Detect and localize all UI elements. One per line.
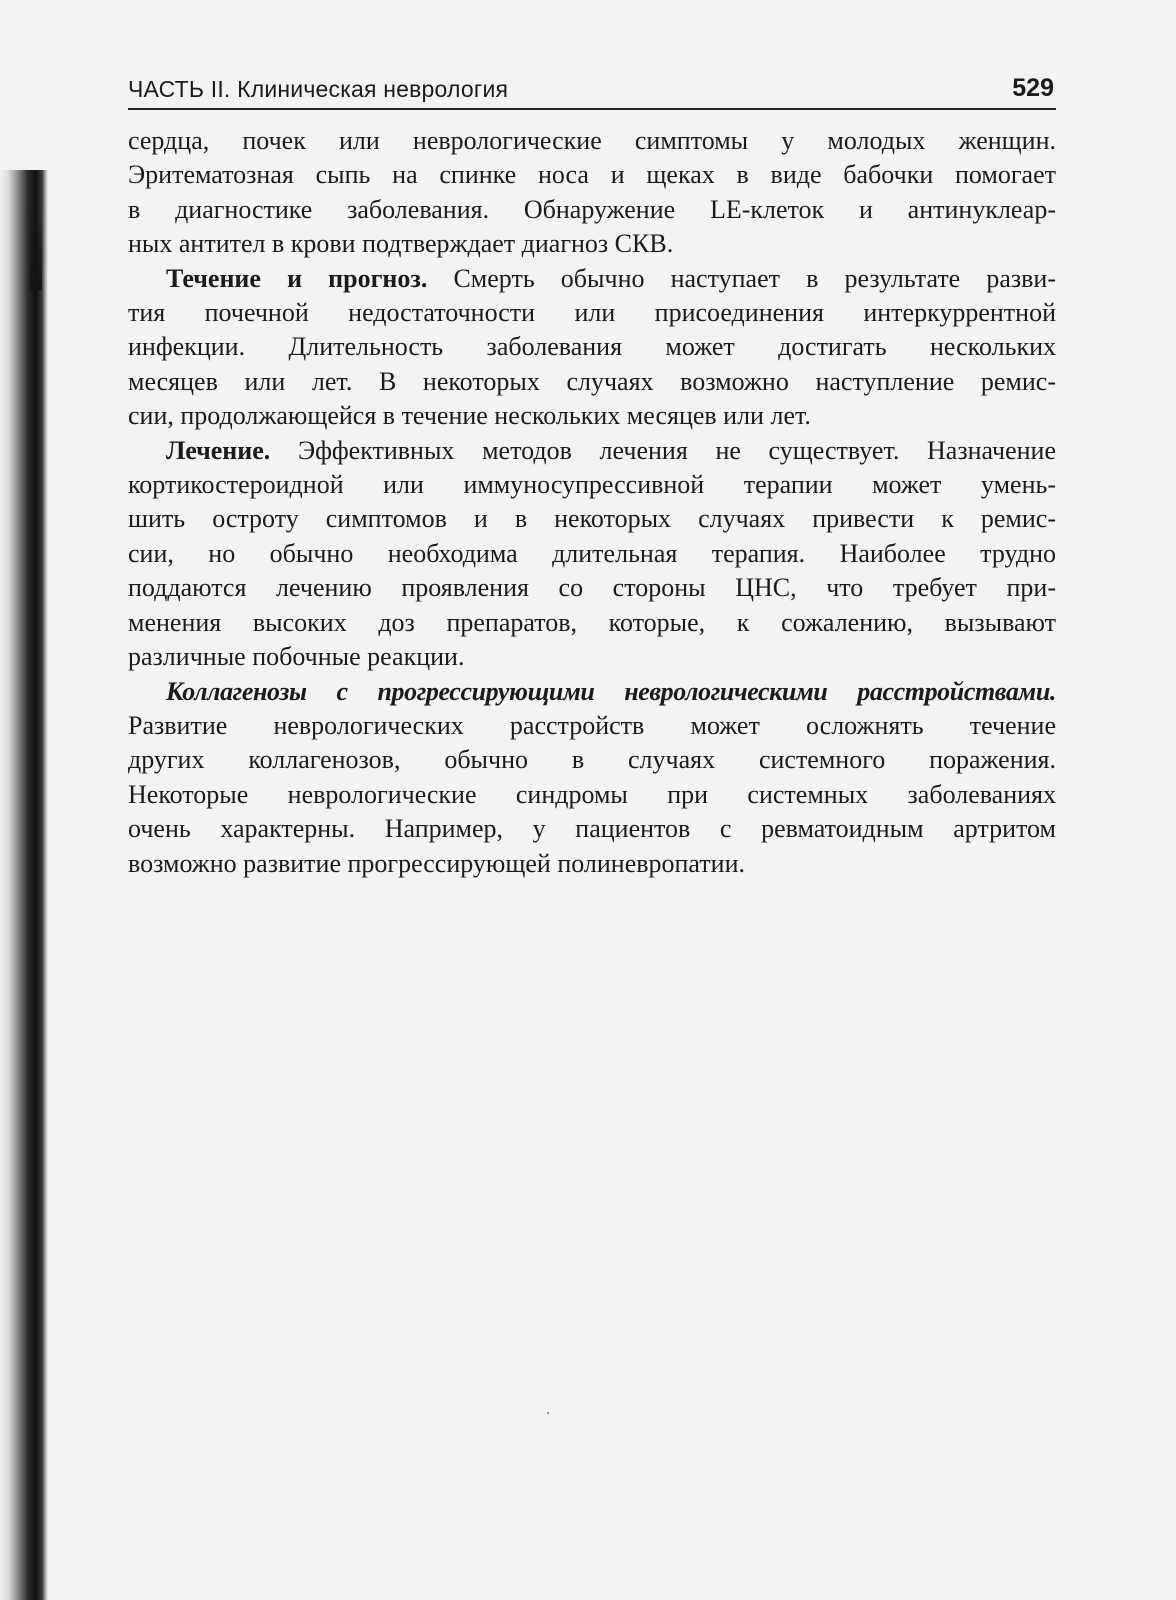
paragraph-heading: Коллагенозы с прогрессирующими неврологическими расстройствами. [166,676,1056,706]
running-head: ЧАСТЬ II. Клиническая неврология [128,76,509,102]
paragraph-heading: Лечение. [166,435,271,465]
text-line: сии, продолжающейся в течение нескольких месяцев или лет. [128,401,811,431]
scan-speck: · [546,1406,551,1422]
text-line: сердца, почек или неврологические симптомы у молодых женщин. [128,126,1056,155]
paragraph-treatment [128,434,1056,675]
text-line: кортикостероидной или иммуносупрессивной терапии может умень- [128,470,1056,500]
binding-shadow-top [30,210,42,290]
text-line: Некоторые неврологические синдромы при системных заболеваниях [128,779,1056,809]
text-line [128,434,1056,468]
text-fragment: Эффективных методов лечения не существует. Назначение [270,435,1056,465]
text-line [128,675,1056,709]
text-fragment: Смерть обычно наступает в результате разви- [427,263,1056,293]
text-line: возможно развитие прогрессирующей полиневропатии. [128,848,745,878]
page-number: 529 [1012,74,1054,102]
text-line: очень характерны. Например, у пациентов с ревматоидным артритом [128,814,1056,844]
text-line: менения высоких доз препаратов, которые, к сожалению, вызывают [128,607,1056,637]
page-header [128,74,1056,110]
text-line: различные побочные реакции. [128,642,465,672]
body-text [128,124,1056,881]
text-line: сии, но обычно необходима длительная терапия. Наиболее трудно [128,538,1056,568]
binding-shadow [0,170,48,1600]
text-line: Развитие неврологических расстройств может осложнять течение [128,710,1056,740]
text-line: ных антител в крови подтверждает диагноз СКВ. [128,229,674,259]
text-line: месяцев или лет. В некоторых случаях возможно наступление ремис- [128,366,1056,396]
text-line: шить остроту симптомов и в некоторых случаях привести к ремис- [128,504,1056,534]
paragraph-diagnosis [128,124,1056,262]
text-line: поддаются лечению проявления со стороны ЦНС, что требует при- [128,573,1056,603]
text-line [128,262,1056,296]
text-line: инфекции. Длительность заболевания может достигать нескольких [128,332,1056,362]
paragraph-course-prognosis [128,262,1056,434]
text-line: тия почечной недостаточности или присоединения интеркуррентной [128,298,1056,328]
text-line: в диагностике заболевания. Обнаружение LE-клеток и антинуклеар- [128,194,1056,224]
paragraph-heading: Течение и прогноз. [166,263,428,293]
paragraph-collagenoses [128,675,1056,881]
text-line: других коллагенозов, обычно в случаях системного поражения. [128,745,1056,775]
text-line: Эритематозная сыпь на спинке носа и щеках в виде бабочки помогает [128,160,1056,190]
